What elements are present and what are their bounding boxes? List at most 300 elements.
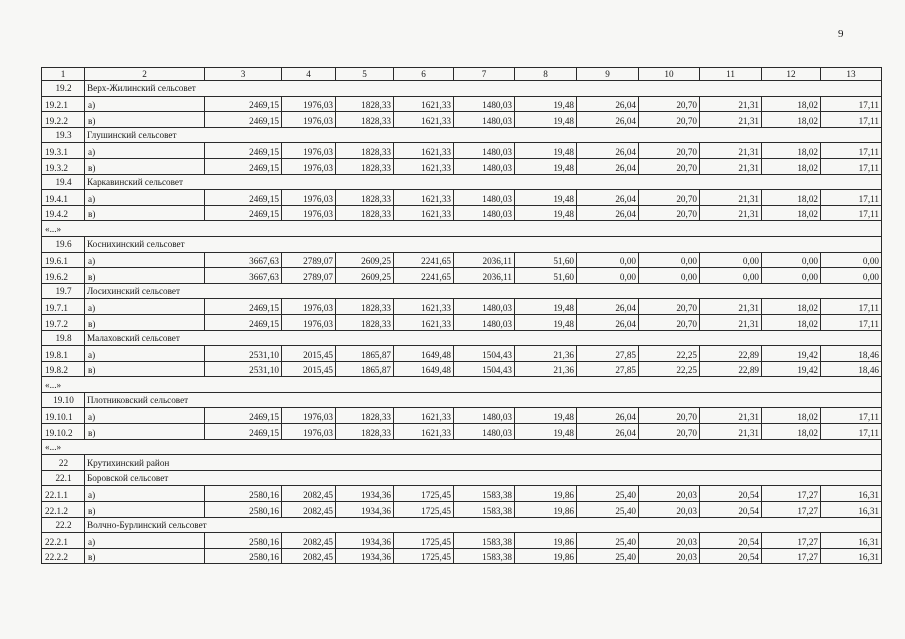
value-cell-col-8: 51,60	[515, 268, 577, 284]
value-cell-col-3: 2531,10	[205, 346, 282, 362]
value-cell-col-9: 26,04	[577, 424, 639, 440]
column-number-6: 6	[394, 68, 454, 81]
value-cell-col-13: 16,31	[821, 533, 882, 549]
value-cell-col-7: 1480,03	[454, 408, 515, 424]
row-code: 22.2.2	[42, 548, 85, 564]
section-code: 22	[42, 455, 85, 471]
value-cell-col-4: 2015,45	[282, 361, 336, 377]
value-cell-col-3: 2469,15	[205, 158, 282, 174]
section-row	[42, 127, 882, 143]
row-code: 19.3.2	[42, 158, 85, 174]
table-row	[42, 190, 882, 206]
row-label: в)	[85, 314, 205, 330]
value-cell-col-8: 19,48	[515, 205, 577, 221]
value-cell-col-6: 1621,33	[394, 299, 454, 315]
value-cell-col-10: 20,70	[639, 408, 700, 424]
value-cell-col-11: 22,89	[700, 346, 762, 362]
row-code: 19.2.1	[42, 96, 85, 112]
value-cell-col-11: 21,31	[700, 112, 762, 128]
value-cell-col-12: 0,00	[762, 268, 821, 284]
value-cell-col-4: 2082,45	[282, 486, 336, 502]
value-cell-col-8: 19,48	[515, 299, 577, 315]
section-title: Лосихинский сельсовет	[85, 283, 882, 299]
value-cell-col-13: 17,11	[821, 158, 882, 174]
value-cell-col-11: 20,54	[700, 502, 762, 518]
value-cell-col-4: 1976,03	[282, 424, 336, 440]
value-cell-col-12: 18,02	[762, 314, 821, 330]
value-cell-col-11: 20,54	[700, 548, 762, 564]
row-code: 19.2.2	[42, 112, 85, 128]
value-cell-col-10: 20,03	[639, 533, 700, 549]
value-cell-col-12: 18,02	[762, 408, 821, 424]
value-cell-col-12: 18,02	[762, 158, 821, 174]
column-number-5: 5	[336, 68, 394, 81]
value-cell-col-5: 2609,25	[336, 268, 394, 284]
row-code: 19.6.1	[42, 252, 85, 268]
value-cell-col-4: 1976,03	[282, 158, 336, 174]
value-cell-col-11: 20,54	[700, 533, 762, 549]
tariff-table	[41, 67, 882, 564]
value-cell-col-3: 2469,15	[205, 96, 282, 112]
section-row	[42, 236, 882, 252]
value-cell-col-13: 17,11	[821, 424, 882, 440]
row-code: 19.4.2	[42, 205, 85, 221]
table-row	[42, 424, 882, 440]
row-label: а)	[85, 486, 205, 502]
value-cell-col-8: 19,48	[515, 112, 577, 128]
value-cell-col-7: 2036,11	[454, 252, 515, 268]
value-cell-col-13: 0,00	[821, 268, 882, 284]
value-cell-col-9: 25,40	[577, 486, 639, 502]
value-cell-col-11: 21,31	[700, 424, 762, 440]
value-cell-col-8: 19,86	[515, 486, 577, 502]
section-title: Боровской сельсовет	[85, 470, 882, 486]
column-number-12: 12	[762, 68, 821, 81]
omission-row	[42, 439, 882, 455]
value-cell-col-10: 20,03	[639, 486, 700, 502]
section-title: Волчно-Бурлинский сельсовет	[85, 517, 882, 533]
value-cell-col-6: 1621,33	[394, 112, 454, 128]
value-cell-col-12: 18,02	[762, 143, 821, 159]
value-cell-col-12: 0,00	[762, 252, 821, 268]
value-cell-col-10: 0,00	[639, 268, 700, 284]
value-cell-col-6: 1621,33	[394, 143, 454, 159]
value-cell-col-9: 26,04	[577, 408, 639, 424]
value-cell-col-13: 17,11	[821, 143, 882, 159]
row-code: 19.3.1	[42, 143, 85, 159]
value-cell-col-11: 21,31	[700, 205, 762, 221]
value-cell-col-6: 1621,33	[394, 314, 454, 330]
value-cell-col-4: 1976,03	[282, 314, 336, 330]
value-cell-col-6: 2241,65	[394, 268, 454, 284]
column-number-1: 1	[42, 68, 85, 81]
value-cell-col-9: 26,04	[577, 314, 639, 330]
value-cell-col-13: 18,46	[821, 361, 882, 377]
value-cell-col-3: 2469,15	[205, 408, 282, 424]
omission-marker: «...»	[42, 221, 882, 237]
value-cell-col-4: 2015,45	[282, 346, 336, 362]
value-cell-col-10: 20,03	[639, 548, 700, 564]
value-cell-col-5: 1865,87	[336, 346, 394, 362]
value-cell-col-6: 1621,33	[394, 408, 454, 424]
value-cell-col-12: 18,02	[762, 424, 821, 440]
table-row	[42, 299, 882, 315]
table-body	[42, 68, 882, 564]
value-cell-col-4: 1976,03	[282, 408, 336, 424]
section-row	[42, 174, 882, 190]
value-cell-col-4: 2082,45	[282, 533, 336, 549]
value-cell-col-5: 1828,33	[336, 96, 394, 112]
value-cell-col-9: 25,40	[577, 502, 639, 518]
value-cell-col-13: 18,46	[821, 346, 882, 362]
value-cell-col-9: 26,04	[577, 205, 639, 221]
omission-marker: «...»	[42, 439, 882, 455]
row-label: а)	[85, 252, 205, 268]
section-code: 19.7	[42, 283, 85, 299]
value-cell-col-9: 27,85	[577, 346, 639, 362]
value-cell-col-11: 21,31	[700, 314, 762, 330]
section-code: 19.8	[42, 330, 85, 346]
value-cell-col-11: 0,00	[700, 268, 762, 284]
table-row	[42, 205, 882, 221]
row-label: а)	[85, 346, 205, 362]
value-cell-col-3: 2531,10	[205, 361, 282, 377]
value-cell-col-4: 2789,07	[282, 252, 336, 268]
row-code: 19.10.1	[42, 408, 85, 424]
value-cell-col-5: 2609,25	[336, 252, 394, 268]
value-cell-col-11: 20,54	[700, 486, 762, 502]
value-cell-col-12: 18,02	[762, 299, 821, 315]
value-cell-col-7: 1583,38	[454, 533, 515, 549]
row-label: в)	[85, 424, 205, 440]
table-row	[42, 486, 882, 502]
value-cell-col-3: 3667,63	[205, 268, 282, 284]
value-cell-col-5: 1828,33	[336, 158, 394, 174]
value-cell-col-9: 26,04	[577, 143, 639, 159]
value-cell-col-3: 2580,16	[205, 486, 282, 502]
value-cell-col-12: 19,42	[762, 361, 821, 377]
value-cell-col-3: 2469,15	[205, 190, 282, 206]
value-cell-col-8: 19,48	[515, 96, 577, 112]
value-cell-col-5: 1934,36	[336, 502, 394, 518]
value-cell-col-12: 18,02	[762, 190, 821, 206]
value-cell-col-4: 1976,03	[282, 143, 336, 159]
value-cell-col-9: 0,00	[577, 268, 639, 284]
value-cell-col-10: 20,70	[639, 190, 700, 206]
omission-row	[42, 221, 882, 237]
value-cell-col-8: 19,48	[515, 143, 577, 159]
value-cell-col-7: 1480,03	[454, 205, 515, 221]
row-label: а)	[85, 533, 205, 549]
value-cell-col-5: 1828,33	[336, 314, 394, 330]
value-cell-col-8: 51,60	[515, 252, 577, 268]
section-row	[42, 470, 882, 486]
value-cell-col-4: 1976,03	[282, 205, 336, 221]
table-row	[42, 346, 882, 362]
value-cell-col-7: 2036,11	[454, 268, 515, 284]
value-cell-col-8: 19,48	[515, 424, 577, 440]
row-label: а)	[85, 408, 205, 424]
section-row	[42, 455, 882, 471]
row-label: в)	[85, 502, 205, 518]
value-cell-col-13: 17,11	[821, 299, 882, 315]
section-code: 19.2	[42, 81, 85, 97]
column-number-13: 13	[821, 68, 882, 81]
value-cell-col-10: 20,70	[639, 299, 700, 315]
row-code: 19.8.1	[42, 346, 85, 362]
value-cell-col-5: 1934,36	[336, 486, 394, 502]
value-cell-col-4: 1976,03	[282, 112, 336, 128]
value-cell-col-13: 0,00	[821, 252, 882, 268]
value-cell-col-4: 1976,03	[282, 96, 336, 112]
value-cell-col-9: 25,40	[577, 548, 639, 564]
section-code: 22.2	[42, 517, 85, 533]
row-label: в)	[85, 361, 205, 377]
section-row	[42, 283, 882, 299]
value-cell-col-4: 1976,03	[282, 299, 336, 315]
row-label: а)	[85, 190, 205, 206]
value-cell-col-10: 0,00	[639, 252, 700, 268]
table-row	[42, 408, 882, 424]
value-cell-col-5: 1828,33	[336, 112, 394, 128]
section-title: Плотниковский сельсовет	[85, 392, 882, 408]
value-cell-col-13: 16,31	[821, 548, 882, 564]
value-cell-col-12: 18,02	[762, 96, 821, 112]
value-cell-col-7: 1504,43	[454, 346, 515, 362]
table-row	[42, 268, 882, 284]
row-code: 22.2.1	[42, 533, 85, 549]
section-title: Крутихинский район	[85, 455, 882, 471]
row-label: а)	[85, 96, 205, 112]
row-label: в)	[85, 205, 205, 221]
value-cell-col-10: 20,03	[639, 502, 700, 518]
value-cell-col-6: 1621,33	[394, 96, 454, 112]
value-cell-col-8: 21,36	[515, 346, 577, 362]
value-cell-col-6: 1649,48	[394, 361, 454, 377]
value-cell-col-5: 1934,36	[336, 548, 394, 564]
value-cell-col-9: 26,04	[577, 96, 639, 112]
value-cell-col-3: 2469,15	[205, 424, 282, 440]
value-cell-col-9: 0,00	[577, 252, 639, 268]
section-row	[42, 517, 882, 533]
value-cell-col-7: 1583,38	[454, 548, 515, 564]
value-cell-col-11: 21,31	[700, 190, 762, 206]
value-cell-col-6: 1725,45	[394, 548, 454, 564]
value-cell-col-10: 20,70	[639, 314, 700, 330]
value-cell-col-11: 22,89	[700, 361, 762, 377]
value-cell-col-13: 17,11	[821, 112, 882, 128]
value-cell-col-5: 1828,33	[336, 299, 394, 315]
value-cell-col-4: 2789,07	[282, 268, 336, 284]
value-cell-col-3: 2469,15	[205, 205, 282, 221]
value-cell-col-6: 1621,33	[394, 158, 454, 174]
section-code: 22.1	[42, 470, 85, 486]
value-cell-col-9: 27,85	[577, 361, 639, 377]
row-label: а)	[85, 143, 205, 159]
value-cell-col-8: 19,86	[515, 548, 577, 564]
page-number: 9	[838, 28, 844, 40]
value-cell-col-6: 1725,45	[394, 502, 454, 518]
value-cell-col-6: 2241,65	[394, 252, 454, 268]
value-cell-col-13: 17,11	[821, 408, 882, 424]
column-number-11: 11	[700, 68, 762, 81]
value-cell-col-11: 21,31	[700, 158, 762, 174]
row-label: в)	[85, 158, 205, 174]
value-cell-col-4: 1976,03	[282, 190, 336, 206]
table-row	[42, 533, 882, 549]
table-row	[42, 361, 882, 377]
value-cell-col-13: 16,31	[821, 486, 882, 502]
value-cell-col-5: 1828,33	[336, 205, 394, 221]
column-number-4: 4	[282, 68, 336, 81]
table-row	[42, 96, 882, 112]
value-cell-col-7: 1480,03	[454, 96, 515, 112]
value-cell-col-12: 18,02	[762, 112, 821, 128]
row-code: 19.7.1	[42, 299, 85, 315]
value-cell-col-7: 1583,38	[454, 486, 515, 502]
value-cell-col-11: 0,00	[700, 252, 762, 268]
row-code: 19.6.2	[42, 268, 85, 284]
value-cell-col-13: 17,11	[821, 190, 882, 206]
value-cell-col-12: 17,27	[762, 502, 821, 518]
value-cell-col-7: 1480,03	[454, 158, 515, 174]
value-cell-col-5: 1828,33	[336, 143, 394, 159]
value-cell-col-13: 16,31	[821, 502, 882, 518]
value-cell-col-8: 19,48	[515, 158, 577, 174]
value-cell-col-3: 2469,15	[205, 299, 282, 315]
value-cell-col-12: 17,27	[762, 548, 821, 564]
value-cell-col-3: 2469,15	[205, 314, 282, 330]
value-cell-col-5: 1828,33	[336, 190, 394, 206]
value-cell-col-12: 18,02	[762, 205, 821, 221]
section-title: Каркавинский сельсовет	[85, 174, 882, 190]
value-cell-col-11: 21,31	[700, 96, 762, 112]
section-title: Глушинский сельсовет	[85, 127, 882, 143]
value-cell-col-13: 17,11	[821, 314, 882, 330]
value-cell-col-10: 20,70	[639, 158, 700, 174]
value-cell-col-7: 1480,03	[454, 112, 515, 128]
value-cell-col-7: 1480,03	[454, 299, 515, 315]
section-title: Коснихинский сельсовет	[85, 236, 882, 252]
value-cell-col-13: 17,11	[821, 205, 882, 221]
value-cell-col-6: 1649,48	[394, 346, 454, 362]
value-cell-col-4: 2082,45	[282, 548, 336, 564]
row-code: 19.10.2	[42, 424, 85, 440]
value-cell-col-6: 1621,33	[394, 424, 454, 440]
value-cell-col-9: 26,04	[577, 299, 639, 315]
value-cell-col-8: 21,36	[515, 361, 577, 377]
value-cell-col-10: 20,70	[639, 96, 700, 112]
value-cell-col-3: 3667,63	[205, 252, 282, 268]
table-row	[42, 252, 882, 268]
column-number-8: 8	[515, 68, 577, 81]
value-cell-col-5: 1865,87	[336, 361, 394, 377]
table-row	[42, 548, 882, 564]
value-cell-col-3: 2580,16	[205, 548, 282, 564]
omission-marker: «...»	[42, 377, 882, 393]
omission-row	[42, 377, 882, 393]
section-code: 19.6	[42, 236, 85, 252]
row-label: в)	[85, 268, 205, 284]
column-number-7: 7	[454, 68, 515, 81]
section-row	[42, 81, 882, 97]
section-row	[42, 392, 882, 408]
value-cell-col-3: 2580,16	[205, 533, 282, 549]
value-cell-col-7: 1504,43	[454, 361, 515, 377]
value-cell-col-8: 19,48	[515, 190, 577, 206]
value-cell-col-3: 2469,15	[205, 112, 282, 128]
value-cell-col-4: 2082,45	[282, 502, 336, 518]
value-cell-col-10: 20,70	[639, 112, 700, 128]
value-cell-col-9: 26,04	[577, 112, 639, 128]
row-code: 19.7.2	[42, 314, 85, 330]
value-cell-col-7: 1480,03	[454, 424, 515, 440]
value-cell-col-3: 2469,15	[205, 143, 282, 159]
value-cell-col-11: 21,31	[700, 408, 762, 424]
value-cell-col-6: 1725,45	[394, 533, 454, 549]
value-cell-col-5: 1934,36	[336, 533, 394, 549]
value-cell-col-12: 17,27	[762, 486, 821, 502]
table-row	[42, 158, 882, 174]
value-cell-col-6: 1725,45	[394, 486, 454, 502]
section-row	[42, 330, 882, 346]
value-cell-col-10: 20,70	[639, 424, 700, 440]
row-code: 19.8.2	[42, 361, 85, 377]
value-cell-col-8: 19,48	[515, 408, 577, 424]
value-cell-col-12: 17,27	[762, 533, 821, 549]
column-number-3: 3	[205, 68, 282, 81]
table-row	[42, 112, 882, 128]
row-label: в)	[85, 548, 205, 564]
row-code: 22.1.2	[42, 502, 85, 518]
value-cell-col-3: 2580,16	[205, 502, 282, 518]
column-number-9: 9	[577, 68, 639, 81]
column-number-10: 10	[639, 68, 700, 81]
value-cell-col-13: 17,11	[821, 96, 882, 112]
table-row	[42, 314, 882, 330]
row-label: а)	[85, 299, 205, 315]
value-cell-col-9: 25,40	[577, 533, 639, 549]
value-cell-col-9: 26,04	[577, 158, 639, 174]
value-cell-col-7: 1480,03	[454, 190, 515, 206]
value-cell-col-5: 1828,33	[336, 408, 394, 424]
value-cell-col-7: 1583,38	[454, 502, 515, 518]
section-title: Верх-Жилинский сельсовет	[85, 81, 882, 97]
value-cell-col-10: 22,25	[639, 361, 700, 377]
section-code: 19.4	[42, 174, 85, 190]
column-number-row	[42, 68, 882, 81]
value-cell-col-12: 19,42	[762, 346, 821, 362]
value-cell-col-11: 21,31	[700, 143, 762, 159]
value-cell-col-10: 20,70	[639, 143, 700, 159]
value-cell-col-8: 19,86	[515, 533, 577, 549]
section-code: 19.10	[42, 392, 85, 408]
column-number-2: 2	[85, 68, 205, 81]
row-code: 22.1.1	[42, 486, 85, 502]
value-cell-col-9: 26,04	[577, 190, 639, 206]
value-cell-col-7: 1480,03	[454, 314, 515, 330]
value-cell-col-8: 19,86	[515, 502, 577, 518]
value-cell-col-6: 1621,33	[394, 190, 454, 206]
value-cell-col-10: 20,70	[639, 205, 700, 221]
value-cell-col-10: 22,25	[639, 346, 700, 362]
value-cell-col-5: 1828,33	[336, 424, 394, 440]
value-cell-col-7: 1480,03	[454, 143, 515, 159]
value-cell-col-8: 19,48	[515, 314, 577, 330]
section-title: Малаховский сельсовет	[85, 330, 882, 346]
table-row	[42, 502, 882, 518]
value-cell-col-6: 1621,33	[394, 205, 454, 221]
